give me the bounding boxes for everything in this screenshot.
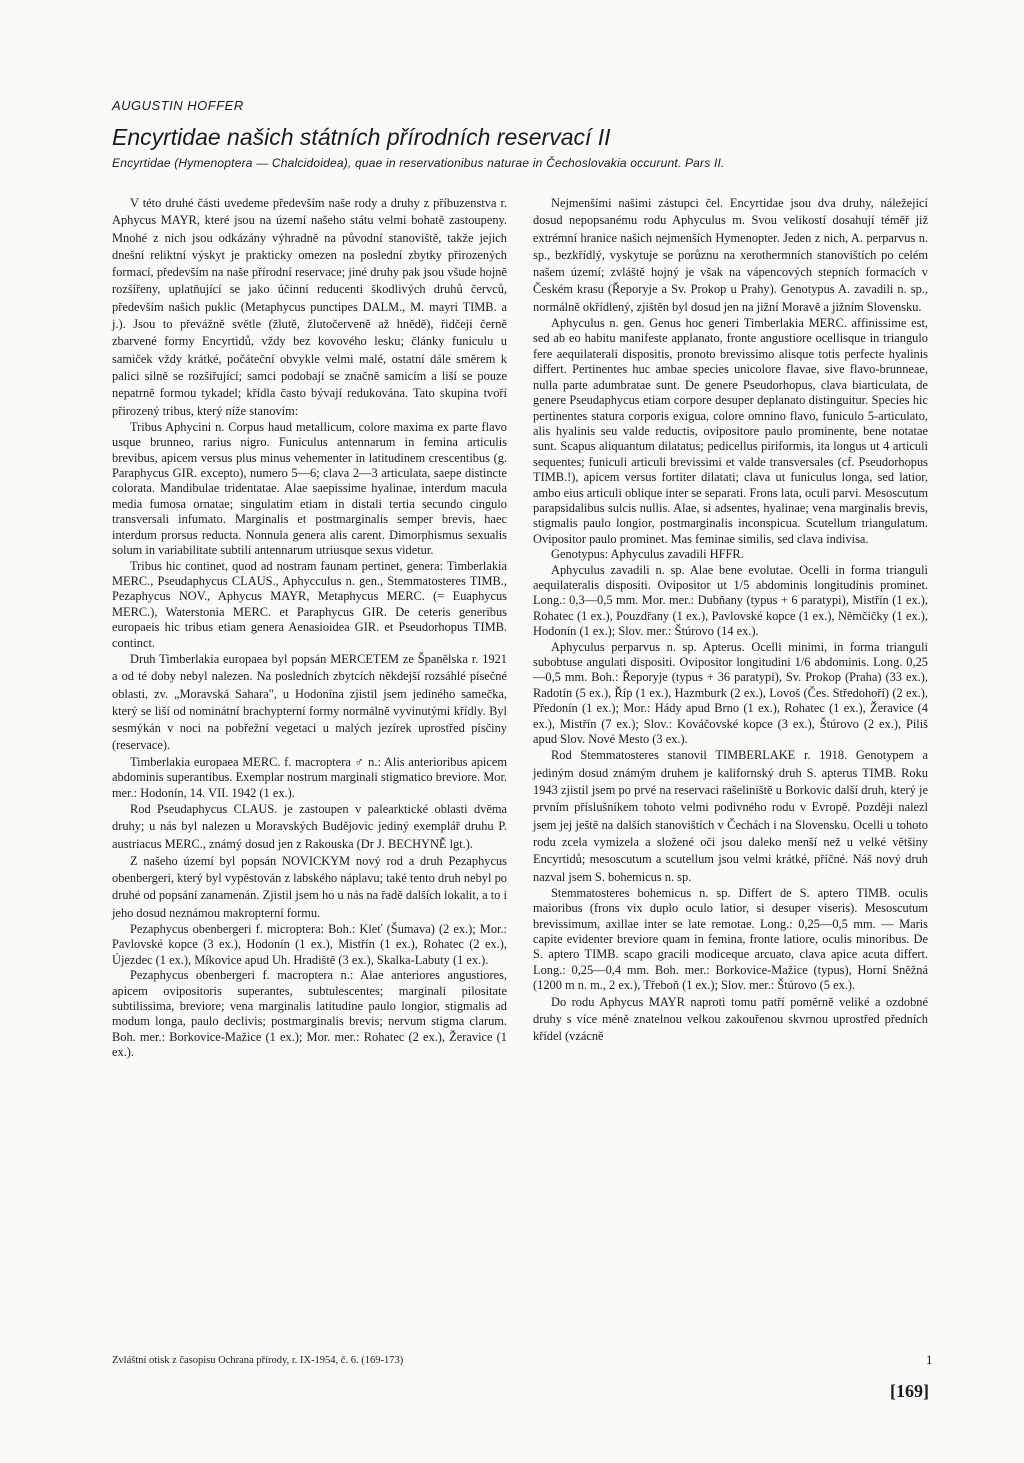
paragraph-aphycus: Do rodu Aphycus MAYR naproti tomu patří poměrně veliké a ozdobné druhy s více méně znatelnou velkou zakouřenou skvrnou uprostřed předních křídel (vzácně <box>533 994 928 1044</box>
paragraph-pseudaphycus: Rod Pseudaphycus CLAUS. je zastoupen v palearktické oblasti dvěma druhy; u nás byl nalezen u Moravských Budějovic jediný exemplář druhu P. austriacus MERC., známý dosud jen z Rakouska (Dr J. BECHYNĚ lgt.). <box>112 801 507 851</box>
paragraph-aphyculus-intro: Nejmenšími našimi zástupci čel. Encyrtidae jsou dva druhy, náležející dosud nepopsanému rodu Aphyculus m. Svou velikostí dosahují téměř již extrémní hranice našich nejmenších Hymenopter. Jeden z nich, A. perparvus n. sp., bezkřídlý, vyskytuje se porůznu na xerothermních stanovištích po celém našem území; zvláště hojný je však na vápencových stepních formacích v Českém krasu (Řeporyje a Sv. Prokop u Prahy). Genotypus A. zavadili n. sp., normálně okřídlený, zjištěn byl dosud jen na jižní Moravě a jižním Slovensku. <box>533 196 928 314</box>
paragraph-tribus-aphycini: Tribus Aphycini n. Corpus haud metallicum, colore maxima ex parte flavo usque brunneo, rarius nigro. Funiculus antennarum in femina articulis brevibus, apicem versus plus minus vehementer in latitudinem crescentibus (g. Paraphycus GIR. excepto), numero 5—6; clava 2—3 articulata, saepe distincte colorata. Mandibulae tridentatae. Alae saepissime hyalinae, interdum macula media fumosa ornatae; singulatim etiam in distali tertia secundo cingulo transversali infumato. Marginalis et postmarginalis semper brevis, haec interdum prorsus reducta. Nonnula genera alis carent. Dimorphismus sexualis solum in variabilitate subtili antennarum utriusque sexus videtur. <box>112 419 507 558</box>
left-column <box>112 195 507 1061</box>
paragraph-genotypus: Genotypus: Aphyculus zavadili HFFR. <box>551 547 744 562</box>
paragraph-pezaphycus-macroptera: Pezaphycus obenbergeri f. macroptera n.: Alae anteriores angustiores, apicem ovipositoris superantes, subtulescentes; marginali pilositate subtilissima, breviore; vena marginalis latitudine paulo longior, stigmalis ad modum longa, paulo declivis; postmarginalis brevis; nervum stigma clarum. Boh. mer.: Borkovice-Mažice (1 ex.); Mor. mer.: Rohatec (2 ex.), Žeravice (1 ex.). <box>112 968 507 1060</box>
paragraph-tribus-genera: Tribus hic continet, quod ad nostram faunam pertinet, genera: Timberlakia MERC., Pseudaphycus CLAUS., Aphycculus n. gen., Stemmatosteres TIMB., Pezaphycus NOV., Aphycus MAYR, Metaphycus MERC. (= Euaphycus MERC.), Waterstonia MERC. et Paraphycus GIR. De ceteris generibus europaeis hic tribus etiam genera Aenasioidea GIR. et Pseudorhopus TIMB. continct. <box>112 558 507 650</box>
paragraph-stemmatosteres-bohemicus: Stemmatosteres bohemicus n. sp. Differt de S. aptero TIMB. oculis maioribus (frons vix duplo oculo latior, si desuper viseris). Mesoscutum brevissimum, axillae inter se late remotae. Long.: 0,25—0,5 mm. — Maris capite evidenter breviore quam in femina, fronte latiore, oculis minoribus. De S. aptero TIMB. scapo gracili modiceque arcuato, clava apice acuta differt. Long.: 0,25—0,4 mm. Boh. mer.: Borkovice-Mažice (typus), Horní Sněžná (1200 m n. m., 2 ex.), Třeboň (1 ex.); Slov. mer.: Štúrovo (5 ex.). <box>533 885 928 993</box>
article-subtitle: Encyrtidae (Hymenoptera — Chalcidoidea), quae in reservationibus naturae in Čechoslovakia occurunt. Pars II. <box>112 156 725 170</box>
paragraph-aphyculus-gen: Aphyculus n. gen. Genus hoc generi Timberlakia MERC. affinissime est, sed ab eo habitu manifeste applanato, fronte angustiore ocellisque in triangulo fere aequilaterali dispositis, pronoto brevissimo alisque totis perfecte hyalinis differt. Pertinentes huc ambae species unicolore flavae, sive flavo-brunneae, nulla parte adumbratae sunt. De genere Pseudorhopus, clava biarticulata, de genere Pseudaphycus etiam corpore desuper deplanato distinguitur. Species hic pertinentes statura corporis exigua, colore omnino flavo, funiculo 5-articulato, alis hyalinis seu valde reductis, ovipositore paulo prominente, bene notatae sunt. Scapus aliquantum dilatatus; pedicellus piriformis, ita longus ut 4 articuli sequentes; funiculi articuli brevissimi et valde transversales (cf. Pseudorhopus TIMB.!), apicem versus fortiter dilatati; clava ut funiculus longa, sed latior, ambo eius articuli oblique inter se separati. Frons lata, oculi parvi. Mesoscutum parapsidalibus sulcis nullis. Alae, si adsentes, hyalinae; vena marginalis brevis, stigmalis paulo longior, postmarginalis inconspicua. Scutellum triangulatum. Ovipositor paulo prominet. Mas feminae similis, sed clava indivisa. <box>533 316 928 546</box>
paragraph-pezaphycus: Z našeho území byl popsán NOVICKYM nový rod a druh Pezaphycus obenbergeri, který byl vypěstován z labského náplavu; také tento druh nebyl po druhé od popsání zanamenán. Zjistil jsem ho u nás na řadě dalších lokalit, a to i jeho dosud neznámou makropterní formu. <box>112 853 507 920</box>
paragraph-aphyculus-zavadili: Aphyculus zavadili n. sp. Alae bene evolutae. Ocelli in forma trianguli aequilateralis dispositi. Ovipositor ut 1/5 abdominis longitudinis prominet. Long.: 0,3—0,5 mm. Mor. mer.: Dubňany (typus + 6 paratypi), Mistřín (1 ex.), Rohatec (1 ex.), Pouzdřany (1 ex.), Pavlovské kopce (1 ex.), Němčičky (1 ex.), Hodonín (1 ex.); Slov. mer.: Štúrovo (14 ex.). <box>533 562 928 639</box>
article-title: Encyrtidae našich státních přírodních reservací II <box>112 124 611 150</box>
author-name: AUGUSTIN HOFFER <box>112 98 244 113</box>
offprint-note: Zvláštní otisk z časopisu Ochrana přírody, r. IX-1954, č. 6. (169-173) <box>112 1355 404 1366</box>
paragraph-timberlakia: Druh Timberlakia europaea byl popsán MERCETEM ze Španělska r. 1921 a od té doby nebyl nalezen. Na posledních zbytcích někdejší rozsáhlé písečné oblasti, zv. „Moravská Sahara", u Hodonína zjistil jsem jediného samečka, který se liší od nominátní brachypterní formy normálně vyvinutými křídly. Byl sesmýkán v noci na pobřežní vegetaci u malých jezírek uprostřed písčiny (reservace). <box>112 651 507 753</box>
page-number: 1 <box>926 1352 933 1367</box>
right-column <box>533 195 928 1046</box>
journal-page-number: [169] <box>890 1381 929 1401</box>
paragraph-pezaphycus-microptera: Pezaphycus obenbergeri f. microptera: Boh.: Kleť (Šumava) (2 ex.); Mor.: Pavlovské kopce (3 ex.), Hodonín (1 ex.), Mistřín (1 ex.), Rohatec (2 ex.), Újezdec (1 ex.), Míkovice apud Uh. Hradiště (3 ex.), Skalka-Labuty (1 ex.). <box>112 922 507 967</box>
paragraph-intro: V této druhé části uvedeme především naše rody a druhy z příbuzenstva r. Aphycus MAYR, které jsou na území našeho státu velmi bohatě zastoupeny. Mnohé z nich jsou odkázány výhradně na původní stanoviště, takže jejich dnešní reliktní výskyt je prakticky omezen na poslední zbytky přirozených formací, především na naše přírodní reservace; jiné druhy pak jsou všude hojně rozšířeny, uplatňující se jako účinní reducenti škodlivých druhů červců, především našich puklic (Metaphycus punctipes DALM., M. mayri TIMB. a j.). Jsou to převážně světle (žlutě, žlutočerveně až hnědě), řidčeji černě zbarvené formy Encyrtidů, vždy bez kovového lesku; články funiculu u samiček vždy krátké, počáteční obvykle velmi malé, ostatní dále směrem k palici silně se rozšiřující; samci podobají se značně samicím a liší se pouze nepatrně formou tykadel; křídla častо bývají redukována. Tato skupina tvoří přirozený tribus, který níže stanovím: <box>112 196 507 418</box>
paragraph-timberlakia-macroptera: Timberlakia europaea MERC. f. macroptera ♂ n.: Alis anterioribus apicem abdominis superantibus. Exemplar nostrum marginali stigmatico breviore. Mor. mer.: Hodonín, 14. VII. 1942 (1 ex.). <box>112 754 507 800</box>
paragraph-aphyculus-perparvus: Aphyculus perparvus n. sp. Apterus. Ocelli minimi, in forma trianguli subobtuse angulati dispositi. Ovipositor longitudini 1/6 abdominis. Long. 0,25—0,5 mm. Boh.: Řeporyje (typus + 36 paratypi), Sv. Prokop (Praha) (33 ex.), Radotín (5 ex.), Říp (1 ex.), Hazmburk (2 ex.), Lovoš (Čes. Středohoří) (2 ex.), Předonín (1 ex.); Mor.: Hády apud Brno (1 ex.), Rohatec (1 ex.), Žeravice (4 ex.), Mistřín (7 ex.); Slov.: Kováčovské kopce (3 ex.), Štúrovo (2 ex.), Piliš apud Slov. Nové Mesto (3 ex.). <box>533 639 928 747</box>
paragraph-stemmatosteres: Rod Stemmatosteres stanovil TIMBERLAKE r. 1918. Genotypem a jediným dosud známým druhem je kalifornský druh S. apterus TIMB. Roku 1943 zjistil jsem po prvé na reservaci rašeliniště u Borkovic další druh, který je prvním příslušníkem tohoto velmi podivného rodu v Evropě. Později nalezl jsem jej ještě na dalších stanovištích v Čechách i na Slovensku. Ocelli u tohoto rodu zcela vymizela a složené oči jsou daleko menší než u velké většiny Encyrtidů; mesoscutum a scutellum jsou velmi krátké, příčné. Náš nový druh nazval jsem S. bohemicus n. sp. <box>533 748 928 884</box>
